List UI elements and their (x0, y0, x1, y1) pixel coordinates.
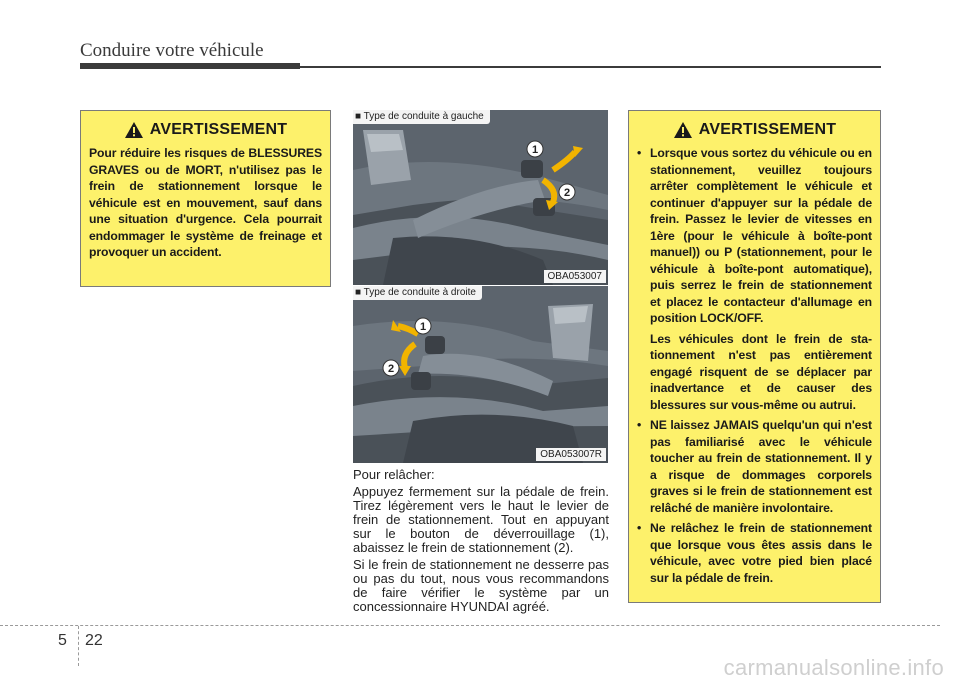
warning-item (637, 417, 872, 516)
page-number: 22 (85, 632, 103, 649)
warning-item-text: • Ne relâchez le frein de stationnement que lorsque vous êtes assis dans le véhicule, avec votre pied bien placé sur la pédale de frein. (650, 521, 872, 585)
warning-box-left (80, 110, 331, 287)
figure-right-hand-drive (353, 286, 608, 463)
instructions-paragraph: Appuyez fermement sur la pédale de frein. Tirez légèrement vers le haut le levier de frein de stationnement. Tout en appuyant sur le bouton de déverrouillage (1), abaissez le frein de stationnement (2). (353, 484, 609, 555)
warning-item-text: • Lorsque vous sortez du véhicule ou en stationnement, veuillez toujours arrêter complètement le véhicule et continuer d'appuyer sur la pédale de frein. Passez le levier de vitesses en 1ère (pour le véhicule à boîte-pont manuel)) ou P (stationnement, pour le véhicule à boîte-pont automatique), puis serrez le frein de stationnement et placez le contacteur d'allumage en position LOCK/OFF. (650, 146, 872, 325)
warning-title: AVERTISSEMENT (149, 121, 288, 138)
label-2: 2 (387, 363, 395, 375)
header-title: Conduire votre véhicule (80, 40, 264, 61)
figure-caption: ■ Type de conduite à droite (353, 286, 482, 300)
warning-item-text: Les véhicules dont le frein de stationnement n'est pas entièrement engagé risquent de se déplacer par inadvertance et de causer des blessures sur vous-même ou autrui. (650, 331, 872, 412)
instructions-heading: Pour relâcher: (353, 467, 435, 482)
figure-code: OBA053007R (536, 448, 606, 461)
figure-left-hand-drive (353, 110, 608, 285)
instructions-paragraph: Si le frein de stationnement ne desserre pas ou pas du tout, nous vous recommandons de faire vérifier le système par un concessionnaire HYUNDAI agréé. (353, 557, 609, 614)
warning-text: Pour réduire les risques de BLESSURES GRAVES ou de MORT, n'utilisez pas le frein de stationnement lorsque le véhicule est en mouvement, sauf dans une situation d'urgence. Cela pourrait endommager le système de freinage et provoquer un accident. (89, 146, 322, 259)
label-2: 2 (563, 187, 571, 199)
label-1: 1 (531, 144, 539, 156)
warning-item (637, 145, 872, 413)
header-rule-thick (80, 63, 300, 69)
parking-brake-illustration (353, 286, 608, 463)
watermark: carmanualsonline.info (723, 655, 944, 680)
warning-box-right (628, 110, 881, 603)
warning-triangle-icon (673, 121, 693, 139)
figure-code: OBA053007 (544, 270, 607, 283)
release-instructions (353, 468, 609, 617)
warning-heading (637, 121, 872, 139)
warning-item (637, 520, 872, 586)
chapter-number: 5 (58, 632, 67, 649)
footer-rule (0, 625, 940, 626)
warning-triangle-icon (124, 121, 144, 139)
warning-item-text: • NE laissez JAMAIS quelqu'un qui n'est pas familiarisé avec le véhicule toucher au frein de stationnement. Il y a risque de dommages corporels graves si le frein de stationnement est relâché de manière involontaire. (650, 418, 872, 515)
warning-heading (89, 121, 322, 139)
parking-brake-illustration (353, 110, 608, 285)
warning-list (637, 145, 872, 586)
footer-divider (78, 626, 79, 666)
figure-caption: ■ Type de conduite à gauche (353, 110, 490, 124)
header-rule-thin (300, 66, 881, 68)
label-1: 1 (419, 321, 427, 333)
warning-title: AVERTISSEMENT (698, 121, 837, 138)
